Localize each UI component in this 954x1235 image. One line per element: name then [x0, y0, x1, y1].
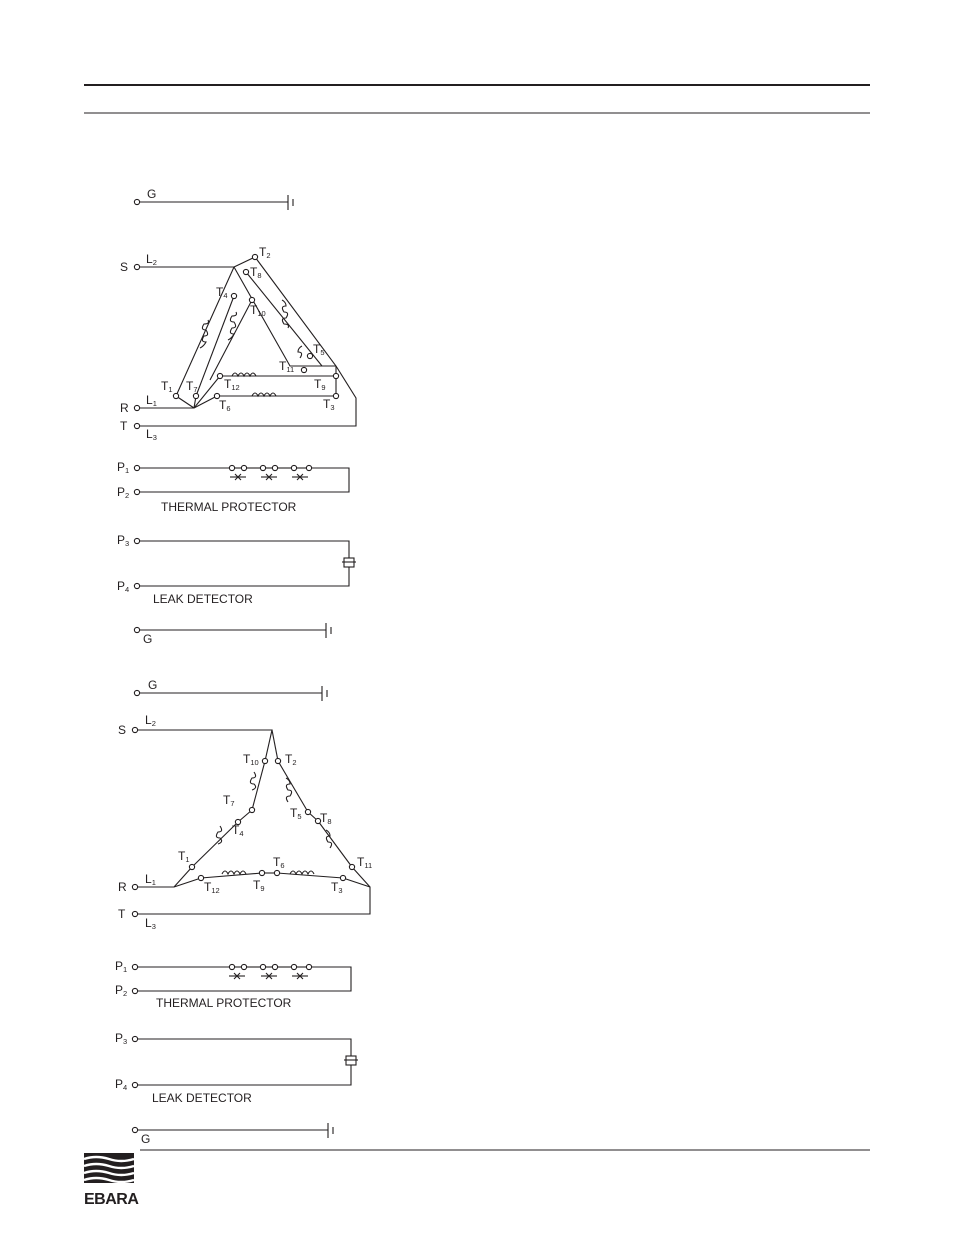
top-leak-detector-label: LEAK DETECTOR	[153, 592, 253, 606]
svg-text:P2: P2	[115, 983, 128, 998]
svg-text:T4: T4	[216, 285, 228, 300]
svg-text:L2: L2	[145, 713, 156, 728]
bottom-label-r: R	[118, 880, 127, 894]
svg-text:P4: P4	[115, 1077, 128, 1092]
svg-text:T8: T8	[320, 811, 332, 826]
bottom-delta-windings	[174, 752, 372, 895]
ebara-logo	[84, 1153, 139, 1208]
top-label-l3: L3	[146, 427, 157, 442]
svg-text:T7: T7	[223, 793, 235, 808]
svg-text:T2: T2	[259, 245, 271, 260]
bottom-bottom-ground	[132, 1123, 333, 1146]
logo-text: EBARA	[84, 1191, 139, 1208]
svg-text:T11: T11	[357, 855, 373, 870]
bottom-leak-detector	[115, 1031, 358, 1105]
svg-text:L3: L3	[145, 916, 156, 931]
top-thermal-protector-label: THERMAL PROTECTOR	[161, 500, 297, 514]
svg-text:T3: T3	[331, 880, 343, 895]
top-label-s: S	[120, 260, 129, 274]
svg-text:T6: T6	[273, 855, 285, 870]
bottom-ground-label: G	[148, 678, 158, 692]
top-leak-detector	[117, 533, 356, 606]
top-wiring-diagram	[117, 187, 356, 646]
top-label-l1: L1	[146, 393, 157, 408]
bottom-label-t: T	[118, 907, 126, 921]
top-label-r: R	[120, 401, 129, 415]
svg-text:P3: P3	[115, 1031, 128, 1046]
svg-text:T5: T5	[290, 806, 302, 821]
svg-text:T11: T11	[279, 359, 295, 374]
svg-text:T6: T6	[219, 398, 231, 413]
top-bottom-ground	[134, 623, 331, 646]
svg-text:T4: T4	[232, 823, 244, 838]
svg-text:P4: P4	[117, 579, 130, 594]
svg-text:T1: T1	[161, 379, 173, 394]
top-label-t: T	[120, 419, 128, 433]
svg-text:T5: T5	[313, 342, 325, 357]
top-ground-line	[134, 187, 293, 210]
svg-text:T12: T12	[224, 377, 240, 392]
bottom-bottom-ground-label: G	[141, 1132, 151, 1146]
bottom-leak-detector-label: LEAK DETECTOR	[152, 1091, 252, 1105]
svg-text:T10: T10	[250, 303, 266, 318]
top-label-l2: L2	[146, 252, 157, 267]
top-thermal-protector	[117, 460, 349, 514]
bottom-wiring-diagram	[115, 678, 372, 1146]
top-delta-windings	[161, 245, 339, 413]
bottom-ground-line	[134, 678, 327, 701]
svg-text:T3: T3	[323, 397, 335, 412]
svg-text:T2: T2	[285, 752, 297, 767]
svg-text:T1: T1	[178, 849, 190, 864]
bottom-thermal-protector	[115, 959, 351, 1010]
svg-text:T8: T8	[250, 265, 262, 280]
svg-text:T10: T10	[243, 752, 259, 767]
svg-text:P2: P2	[117, 485, 130, 500]
svg-text:P3: P3	[117, 533, 130, 548]
bottom-label-s: S	[118, 723, 127, 737]
bottom-thermal-protector-label: THERMAL PROTECTOR	[156, 996, 292, 1010]
svg-text:T9: T9	[314, 377, 326, 392]
top-bottom-ground-label: G	[143, 632, 153, 646]
svg-text:P1: P1	[115, 959, 128, 974]
svg-text:P1: P1	[117, 460, 130, 475]
svg-text:T9: T9	[253, 878, 265, 893]
svg-text:T12: T12	[204, 880, 220, 895]
top-ground-label: G	[147, 187, 157, 201]
svg-text:L1: L1	[145, 872, 156, 887]
svg-text:T7: T7	[186, 379, 198, 394]
